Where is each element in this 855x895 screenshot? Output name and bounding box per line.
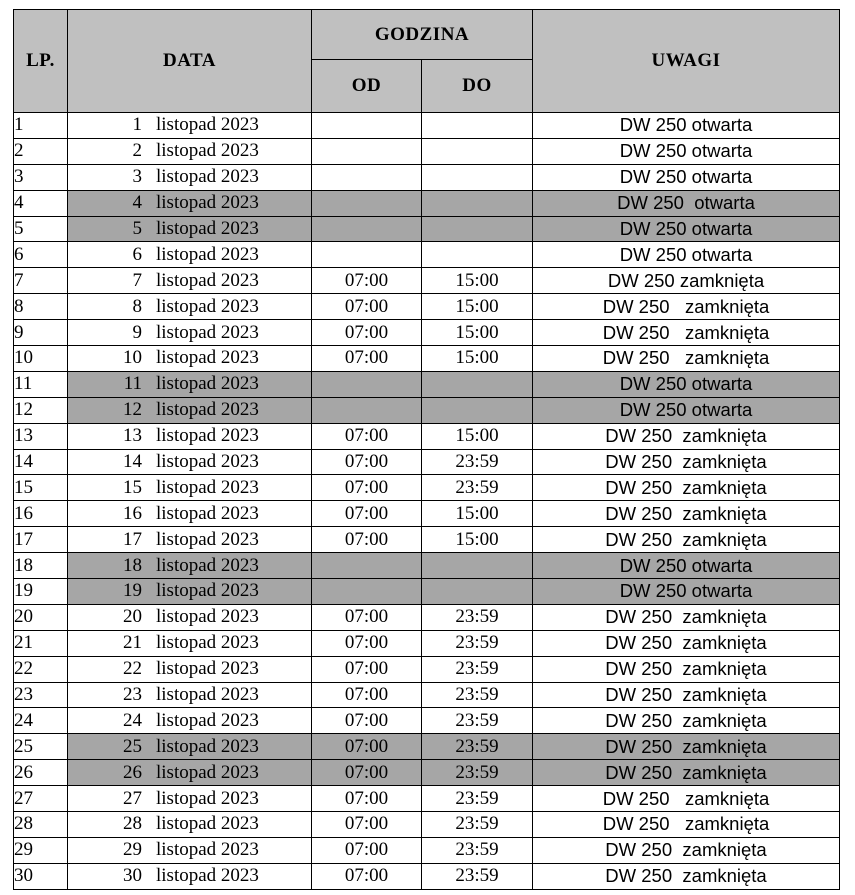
table-row [14,656,840,682]
date-month: listopad 2023 [156,787,259,809]
table-row [14,164,840,190]
table-row [14,708,840,734]
table-row [14,786,840,812]
date-day: 15 [123,476,142,498]
closure-schedule-table [13,9,840,890]
time-from [312,553,422,579]
remarks-cell: DW 250 zamknięta [533,734,840,760]
time-to: 23:59 [422,682,533,708]
remarks-cell: DW 250 zamknięta [533,863,840,889]
time-from: 07:00 [312,604,422,630]
date-cell [68,138,312,164]
time-from: 07:00 [312,268,422,294]
table-body [14,113,840,890]
time-from: 07:00 [312,863,422,889]
date-cell [68,760,312,786]
date-cell [68,423,312,449]
row-number: 10 [14,346,68,372]
date-cell [68,682,312,708]
date-cell [68,708,312,734]
header-godzina: GODZINA [312,10,533,60]
remarks-cell: DW 250 zamknięta [533,786,840,812]
table-row [14,527,840,553]
date-day: 9 [132,321,142,343]
date-cell [68,734,312,760]
table-row [14,397,840,423]
table-row [14,346,840,372]
date-cell [68,553,312,579]
table-row [14,682,840,708]
date-cell [68,527,312,553]
time-to [422,242,533,268]
table-row [14,812,840,838]
table-row [14,863,840,889]
remarks-cell: DW 250 zamknięta [533,812,840,838]
row-number: 5 [14,216,68,242]
time-to: 23:59 [422,656,533,682]
row-number: 18 [14,553,68,579]
date-cell [68,164,312,190]
remarks-cell: DW 250 zamknięta [533,320,840,346]
date-cell [68,346,312,372]
row-number: 3 [14,164,68,190]
date-cell [68,604,312,630]
date-month: listopad 2023 [156,554,259,576]
date-cell [68,449,312,475]
date-month: listopad 2023 [156,218,259,239]
remarks-cell: DW 250 otwarta [533,113,840,139]
time-from: 07:00 [312,501,422,527]
remarks-cell: DW 250 zamknięta [533,527,840,553]
date-day: 28 [123,813,142,835]
time-from [312,242,422,268]
row-number: 24 [14,708,68,734]
remarks-cell: DW 250 zamknięta [533,656,840,682]
row-number: 8 [14,294,68,320]
date-month: listopad 2023 [156,632,259,654]
remarks-cell: DW 250 zamknięta [533,449,840,475]
table-row [14,475,840,501]
date-cell [68,294,312,320]
time-to [422,371,533,397]
date-cell [68,242,312,268]
time-to: 15:00 [422,346,533,372]
remarks-cell: DW 250 otwarta [533,579,840,605]
date-day: 16 [123,502,142,524]
time-to: 15:00 [422,320,533,346]
remarks-cell: DW 250 zamknięta [533,630,840,656]
time-from [312,164,422,190]
time-to: 23:59 [422,734,533,760]
time-to: 15:00 [422,527,533,553]
remarks-cell: DW 250 otwarta [533,397,840,423]
time-to: 23:59 [422,604,533,630]
date-month: listopad 2023 [156,347,259,369]
date-month: listopad 2023 [156,839,259,861]
table-row [14,553,840,579]
date-day: 20 [123,606,142,628]
date-day: 11 [123,373,142,395]
date-day: 17 [123,528,142,550]
time-from [312,397,422,423]
table-row [14,371,840,397]
row-number: 15 [14,475,68,501]
time-from: 07:00 [312,760,422,786]
table-row [14,734,840,760]
date-month: listopad 2023 [156,476,259,498]
time-from: 07:00 [312,682,422,708]
date-day: 25 [123,735,142,757]
table-row [14,449,840,475]
date-month: listopad 2023 [156,761,259,783]
table-row [14,501,840,527]
time-from: 07:00 [312,656,422,682]
date-month: listopad 2023 [156,243,259,265]
remarks-cell: DW 250 otwarta [533,190,840,216]
date-cell [68,786,312,812]
date-month: listopad 2023 [156,399,259,421]
time-from: 07:00 [312,786,422,812]
date-cell [68,475,312,501]
date-cell [68,268,312,294]
date-day: 27 [123,787,142,809]
date-day: 24 [123,709,142,731]
date-day: 14 [123,451,142,473]
time-to: 15:00 [422,423,533,449]
remarks-cell: DW 250 zamknięta [533,708,840,734]
date-day: 2 [132,140,142,162]
time-from [312,216,422,242]
date-cell [68,630,312,656]
row-number: 22 [14,656,68,682]
table-row [14,113,840,139]
date-month: listopad 2023 [156,580,259,602]
header-uwagi: UWAGI [533,10,840,113]
header-row [14,10,840,60]
time-from: 07:00 [312,837,422,863]
time-to [422,397,533,423]
table-row [14,579,840,605]
time-to: 23:59 [422,863,533,889]
table-row [14,242,840,268]
time-from: 07:00 [312,812,422,838]
time-to: 23:59 [422,449,533,475]
table-row [14,423,840,449]
date-month: listopad 2023 [156,269,259,291]
date-day: 1 [132,114,142,136]
date-cell [68,863,312,889]
header-od: OD [312,60,422,113]
date-day: 22 [123,658,142,680]
remarks-cell: DW 250 otwarta [533,371,840,397]
date-month: listopad 2023 [156,502,259,524]
time-from [312,113,422,139]
date-cell [68,397,312,423]
row-number: 19 [14,579,68,605]
date-month: listopad 2023 [156,709,259,731]
table-row [14,294,840,320]
table-row [14,320,840,346]
date-month: listopad 2023 [156,192,259,214]
date-day: 10 [123,347,142,369]
date-month: listopad 2023 [156,295,259,317]
row-number: 13 [14,423,68,449]
row-number: 12 [14,397,68,423]
time-from: 07:00 [312,320,422,346]
date-day: 7 [132,269,142,291]
date-month: listopad 2023 [156,140,259,162]
date-day: 21 [123,632,142,654]
row-number: 9 [14,320,68,346]
row-number: 4 [14,190,68,216]
time-from [312,371,422,397]
time-from: 07:00 [312,346,422,372]
date-cell [68,190,312,216]
date-month: listopad 2023 [156,373,259,395]
time-from [312,190,422,216]
time-to: 15:00 [422,294,533,320]
time-to: 15:00 [422,501,533,527]
time-to [422,216,533,242]
date-month: listopad 2023 [156,658,259,680]
row-number: 14 [14,449,68,475]
date-day: 12 [123,399,142,421]
date-day: 8 [132,295,142,317]
date-cell [68,812,312,838]
time-from [312,138,422,164]
date-month: listopad 2023 [156,166,259,188]
remarks-cell: DW 250 otwarta [533,553,840,579]
time-to [422,190,533,216]
remarks-cell: DW 250 zamknięta [533,346,840,372]
remarks-cell: DW 250 zamknięta [533,501,840,527]
table-row [14,190,840,216]
row-number: 29 [14,837,68,863]
time-from [312,579,422,605]
date-month: listopad 2023 [156,321,259,343]
time-to: 23:59 [422,812,533,838]
remarks-cell: DW 250 otwarta [533,138,840,164]
row-number: 30 [14,863,68,889]
date-day: 23 [123,684,142,706]
time-to: 23:59 [422,760,533,786]
date-day: 4 [132,192,142,214]
row-number: 27 [14,786,68,812]
time-to: 23:59 [422,786,533,812]
date-month: listopad 2023 [156,528,259,550]
date-cell [68,113,312,139]
date-day: 5 [132,218,142,239]
table-row [14,138,840,164]
date-cell [68,656,312,682]
date-cell [68,320,312,346]
time-from: 07:00 [312,708,422,734]
row-number: 6 [14,242,68,268]
date-month: listopad 2023 [156,451,259,473]
time-to: 23:59 [422,475,533,501]
date-day: 26 [123,761,142,783]
remarks-cell: DW 250 zamknięta [533,760,840,786]
remarks-cell: DW 250 otwarta [533,164,840,190]
table-row [14,630,840,656]
header-do: DO [422,60,533,113]
date-cell [68,579,312,605]
time-from: 07:00 [312,449,422,475]
remarks-cell: DW 250 zamknięta [533,837,840,863]
row-number: 20 [14,604,68,630]
time-to: 23:59 [422,630,533,656]
row-number: 21 [14,630,68,656]
date-month: listopad 2023 [156,684,259,706]
row-number: 25 [14,734,68,760]
time-from: 07:00 [312,630,422,656]
table-row [14,604,840,630]
date-day: 19 [123,580,142,602]
remarks-cell: DW 250 zamknięta [533,604,840,630]
table-row [14,268,840,294]
time-from: 07:00 [312,423,422,449]
date-month: listopad 2023 [156,606,259,628]
date-month: listopad 2023 [156,114,259,136]
time-from: 07:00 [312,475,422,501]
time-to [422,138,533,164]
date-day: 6 [132,243,142,265]
table-row [14,760,840,786]
time-from: 07:00 [312,734,422,760]
row-number: 28 [14,812,68,838]
time-to [422,113,533,139]
row-number: 7 [14,268,68,294]
date-day: 13 [123,425,142,447]
remarks-cell: DW 250 zamknięta [533,475,840,501]
date-cell [68,216,312,242]
table-row [14,837,840,863]
remarks-cell: DW 250 zamknięta [533,294,840,320]
row-number: 23 [14,682,68,708]
date-month: listopad 2023 [156,735,259,757]
table-row [14,216,840,242]
header-data: DATA [68,10,312,113]
date-cell [68,501,312,527]
remarks-cell: DW 250 zamknięta [533,682,840,708]
remarks-cell: DW 250 otwarta [533,216,840,242]
date-month: listopad 2023 [156,865,259,887]
remarks-cell: DW 250 zamknięta [533,268,840,294]
time-to [422,164,533,190]
date-day: 30 [123,865,142,887]
date-cell [68,371,312,397]
row-number: 11 [14,371,68,397]
date-day: 3 [132,166,142,188]
time-to: 23:59 [422,837,533,863]
row-number: 2 [14,138,68,164]
row-number: 26 [14,760,68,786]
time-from: 07:00 [312,527,422,553]
date-day: 29 [123,839,142,861]
remarks-cell: DW 250 zamknięta [533,423,840,449]
remarks-cell: DW 250 otwarta [533,242,840,268]
row-number: 16 [14,501,68,527]
date-day: 18 [123,554,142,576]
date-cell [68,837,312,863]
time-to: 23:59 [422,708,533,734]
time-to [422,579,533,605]
row-number: 17 [14,527,68,553]
header-lp: LP. [14,10,68,113]
time-to: 15:00 [422,268,533,294]
date-month: listopad 2023 [156,425,259,447]
row-number: 1 [14,113,68,139]
date-month: listopad 2023 [156,813,259,835]
time-to [422,553,533,579]
time-from: 07:00 [312,294,422,320]
